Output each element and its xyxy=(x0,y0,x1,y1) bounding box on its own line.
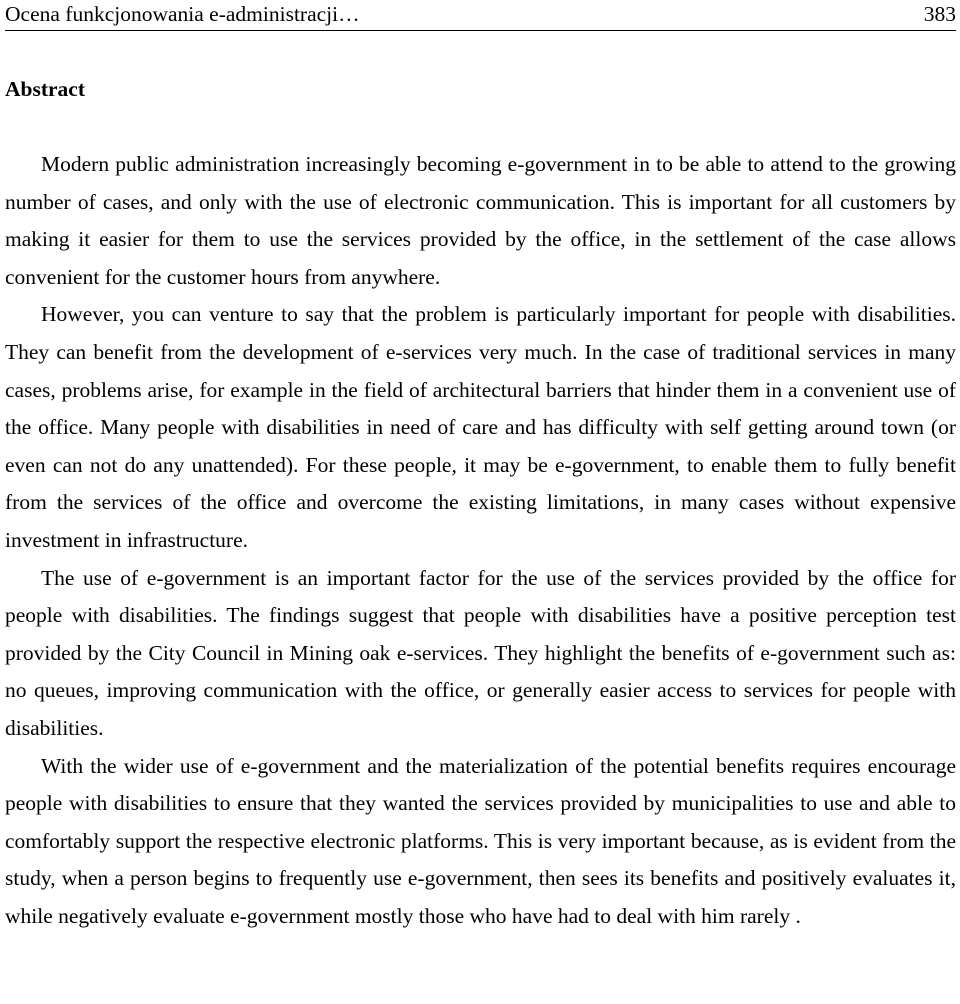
abstract-body xyxy=(5,146,956,935)
abstract-paragraph: The use of e-government is an important factor for the use of the services provided by the office for people with disabilities. The findings suggest that people with disabilities have a positive perception test provided by the City Council in Mining oak e-services. They highlight the benefits of e-government such as: no queues, improving communication with the office, or generally easier access to services for people with disabilities. xyxy=(5,565,956,740)
running-header xyxy=(5,0,956,31)
abstract-paragraph: However, you can venture to say that the problem is particularly important for people with disabilities. They can benefit from the development of e-services very much. In the case of traditional services in many cases, problems arise, for example in the field of architectural barriers that hinder them in a convenient use of the office. Many people with disabilities in need of care and has difficulty with self getting around town (or even can not do any unattended). For these people, it may be e-government, to enable them to fully benefit from the services of the office and overcome the existing limitations, in many cases without expensive investment in infrastructure. xyxy=(5,302,956,552)
abstract-paragraph: Modern public administration increasingly becoming e-government in to be able to attend to the growing number of cases, and only with the use of electronic communication. This is important for all customers by making it easier for them to use the services provided by the office, in the settlement of the case allows convenient for the customer hours from anywhere. xyxy=(5,152,956,289)
page-number: 383 xyxy=(923,2,956,26)
abstract-paragraph: With the wider use of e-government and the materialization of the potential benefits requires encourage people with disabilities to ensure that they wanted the services provided by municipalities to use and able to comfortably support the respective electronic platforms. This is very important because, as is evident from the study, when a person begins to frequently use e-government, then sees its benefits and positively evaluates it, while negatively evaluate e-government mostly those who have had to deal with him rarely . xyxy=(5,753,956,928)
abstract-heading: Abstract xyxy=(5,77,86,101)
running-title: Ocena funkcjonowania e-administracji… xyxy=(5,2,360,26)
